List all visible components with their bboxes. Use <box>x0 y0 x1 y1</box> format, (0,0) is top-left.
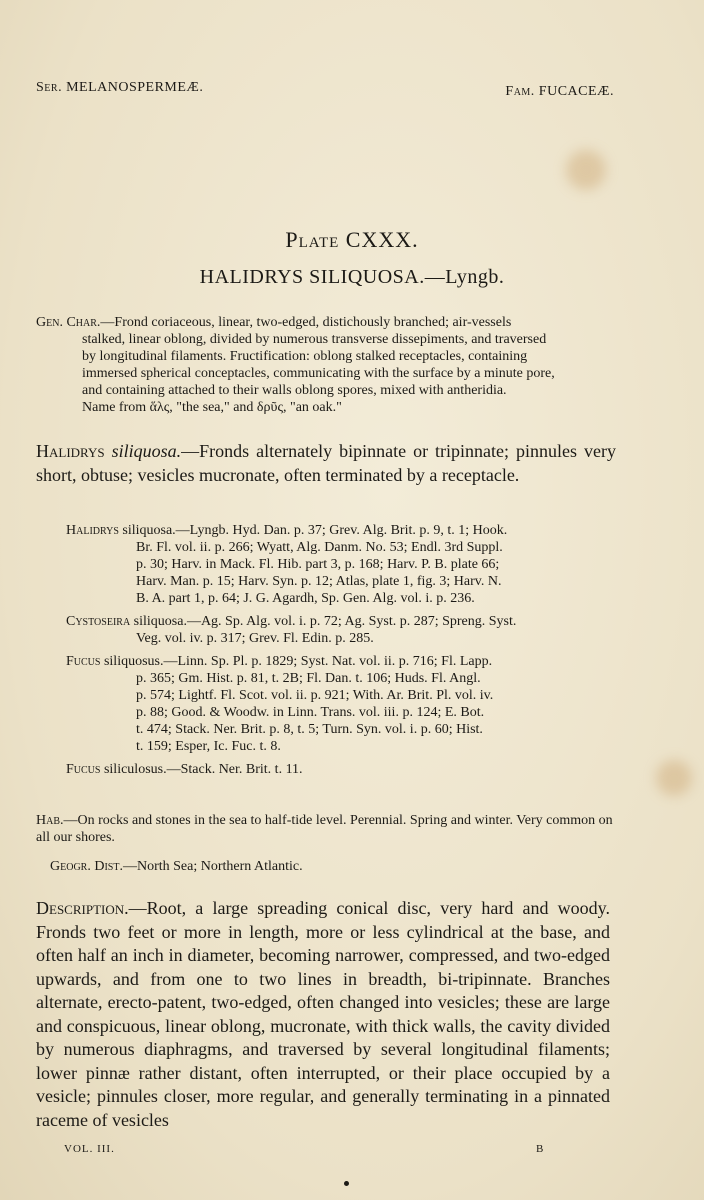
gen-char-line: by longitudinal filaments. Fructification: oblong stalked receptacles, containing <box>82 349 528 364</box>
signature-volume: VOL. III. <box>64 1143 115 1155</box>
synonym-line: Br. Fl. vol. ii. p. 266; Wyatt, Alg. Danm. No. 53; Endl. 3rd Suppl. <box>136 540 503 555</box>
synonym-line: p. 365; Gm. Hist. p. 81, t. 2B; Fl. Dan. t. 106; Huds. Fl. Angl. <box>136 671 481 686</box>
species-title: HALIDRYS SILIQUOSA.—Lyngb. <box>199 266 505 288</box>
genus-name: Halidrys <box>36 441 105 461</box>
synonym-genus: Cystoseira <box>66 614 131 629</box>
generic-character <box>36 314 616 416</box>
hab-label: Hab. <box>36 813 64 828</box>
description-label: Description. <box>36 898 129 918</box>
gen-char-line: Name from ἅλς, "the sea," and δρῦς, "an oak." <box>82 400 342 415</box>
synonym-line: t. 159; Esper, Ic. Fuc. t. 8. <box>136 739 281 754</box>
foxing-spot <box>656 760 692 796</box>
gen-char-line: stalked, linear oblong, divided by numerous transverse dissepiments, and traversed <box>82 332 547 347</box>
gen-char-line: immersed spherical conceptacles, communicating with the surface by a minute pore, <box>82 366 555 381</box>
synonym-line: siliquosa.—Ag. Sp. Alg. vol. i. p. 72; Ag. Syst. p. 287; Spreng. Syst. <box>133 614 517 629</box>
description-text: —Root, a large spreading conical disc, very hard and woody. Fronds two feet or more in length, more or less cylindrical at the base, and often half an inch in diameter, becoming narrower, compressed, and two-edged upwards, and from one to two lines in breadth, bi-tripinnate. Branches alternate, erecto-patent, two-edged, often changed into vesicles; these are large and conspicuous, linear oblong, mucronate, with thick walls, the cavity divided by numerous diaphragms, and traversed by several longitudinal filaments; lower pinnæ rather distant, often interrupted, or their place occupied by a vesicle; pinnules closer, more regular, and generally terminating in a pinnated raceme of vesicles <box>36 898 610 1130</box>
running-head-family: Fam. FUCACEÆ. <box>505 84 614 99</box>
description <box>36 897 610 1132</box>
synonym-line: siliquosa.—Lyngb. Hyd. Dan. p. 37; Grev. Alg. Brit. p. 9, t. 1; Hook. <box>122 523 508 538</box>
synonym-line: siliquosus.—Linn. Sp. Pl. p. 1829; Syst. Nat. vol. ii. p. 716; Fl. Lapp. <box>103 654 493 669</box>
gen-char-line: and containing attached to their walls oblong spores, mixed with antheridia. <box>82 383 507 398</box>
habitat <box>36 812 616 846</box>
geogr-label: Geogr. Dist. <box>50 859 123 874</box>
ink-dot <box>344 1181 349 1186</box>
gen-char-label: Gen. Char. <box>36 315 101 330</box>
geogr-text: —North Sea; Northern Atlantic. <box>122 859 303 874</box>
synonym-line: Harv. Man. p. 15; Harv. Syn. p. 12; Atlas, plate 1, fig. 3; Harv. N. <box>136 574 502 589</box>
synonym-line: B. A. part 1, p. 64; J. G. Agardh, Sp. Gen. Alg. vol. i. p. 236. <box>136 591 475 606</box>
running-head-series: Ser. MELANOSPERMEÆ. <box>36 80 204 95</box>
species-epithet: siliquosa. <box>111 441 182 461</box>
hab-text: —On rocks and stones in the sea to half-tide level. Perennial. Spring and winter. Very common on all our shores. <box>36 813 613 845</box>
geographic-distribution <box>50 858 616 875</box>
synonym-entry <box>66 761 616 778</box>
synonym-genus: Fucus <box>66 762 101 777</box>
plate-number: Plate CXXX. <box>285 227 419 252</box>
synonym-line: p. 574; Lightf. Fl. Scot. vol. ii. p. 921; With. Ar. Brit. Pl. vol. iv. <box>136 688 494 703</box>
synonym-line: p. 30; Harv. in Mack. Fl. Hib. part 3, p. 168; Harv. P. B. plate 66; <box>136 557 500 572</box>
synonym-line: t. 474; Stack. Ner. Brit. p. 8, t. 5; Turn. Syn. vol. i. p. 60; Hist. <box>136 722 483 737</box>
synonym-entry <box>66 653 616 755</box>
synonym-entry <box>66 613 616 647</box>
synonym-entry <box>66 522 616 607</box>
gen-char-line: —Frond coriaceous, linear, two-edged, distichously branched; air-vessels <box>100 315 512 330</box>
synonym-line: siliculosus.—Stack. Ner. Brit. t. 11. <box>103 762 303 777</box>
synonym-line: Veg. vol. iv. p. 317; Grev. Fl. Edin. p. 285. <box>136 631 374 646</box>
synonym-genus: Halidrys <box>66 523 119 538</box>
synonymy-list <box>66 522 616 784</box>
foxing-spot <box>566 150 606 190</box>
specific-character-text: —Fronds alternately bipinnate or tripinnate; pinnules very short, obtuse; vesicles mucronate, often terminated by a receptacle. <box>36 441 616 485</box>
synonym-genus: Fucus <box>66 654 101 669</box>
synonym-line: p. 88; Good. & Woodw. in Linn. Trans. vol. iii. p. 124; E. Bot. <box>136 705 485 720</box>
signature-letter: B <box>536 1143 544 1155</box>
specific-character <box>36 440 616 487</box>
